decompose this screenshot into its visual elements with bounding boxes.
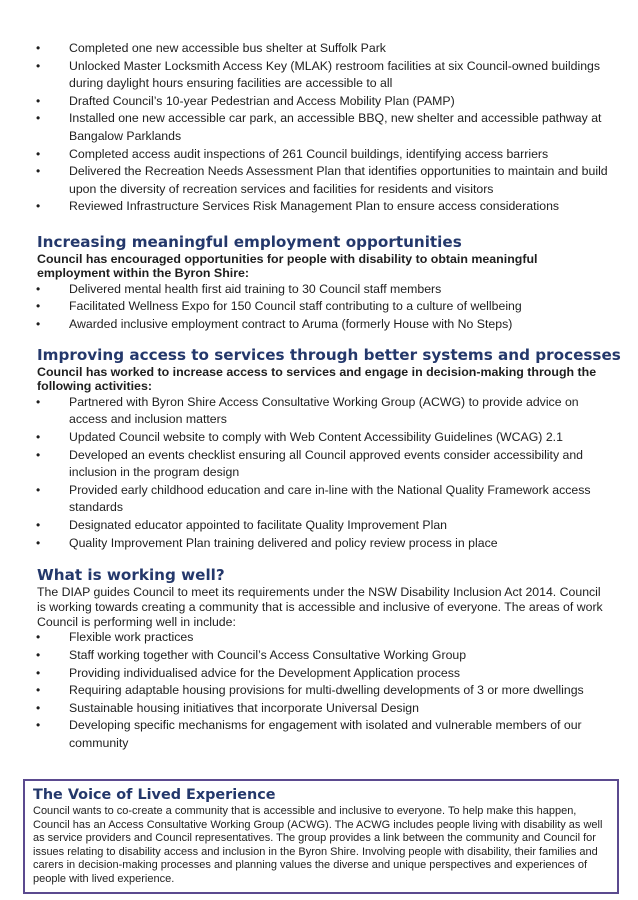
callout-title: The Voice of Lived Experience [33, 787, 276, 803]
accessibility-achievements-section [0, 40, 638, 216]
access-services-section [0, 346, 638, 552]
list-item: • Drafted Council’s 10-year Pedestrian and Access Mobility Plan (PAMP) [0, 93, 638, 111]
access-heading: Improving access to services through better systems and processes [37, 346, 621, 364]
list-item: • Delivered mental health first aid training to 30 Council staff members [0, 281, 638, 299]
working-well-list [0, 629, 638, 752]
list-item: • Staff working together with Council’s Access Consultative Working Group [0, 647, 638, 665]
list-item: • Sustainable housing initiatives that incorporate Universal Design [0, 700, 638, 718]
access-list [0, 394, 638, 552]
list-item: • Installed one new accessible car park, an accessible BBQ, new shelter and accessible pathway at Bangalow Parklands [0, 110, 638, 145]
list-item: • Delivered the Recreation Needs Assessment Plan that identifies opportunities to maintain and build upon the diversity of recreation services and facilities for residents and visitors [0, 163, 638, 198]
list-item: • Quality Improvement Plan training delivered and policy review process in place [0, 535, 638, 553]
list-item: • Awarded inclusive employment contract to Aruma (formerly House with No Steps) [0, 316, 638, 334]
list-item: • Flexible work practices [0, 629, 638, 647]
list-item: • Designated educator appointed to facilitate Quality Improvement Plan [0, 517, 638, 535]
employment-heading: Increasing meaningful employment opportunities [37, 233, 462, 251]
lived-experience-callout [23, 779, 619, 894]
employment-lead: Council has encouraged opportunities for people with disability to obtain meaningful employment within the Byron Shire: [37, 252, 538, 281]
list-item: • Developing specific mechanisms for engagement with isolated and vulnerable members of our community [0, 717, 638, 752]
working-well-intro: The DIAP guides Council to meet its requirements under the NSW Disability Inclusion Act 2014. Council is working towards creating a community that is accessible and inclusive of everyone. The areas of work Council is performing well in include: [37, 585, 603, 629]
list-item: • Updated Council website to comply with Web Content Accessibility Guidelines (WCAG) 2.1 [0, 429, 638, 447]
list-item: • Requiring adaptable housing provisions for multi-dwelling developments of 3 or more dwellings [0, 682, 638, 700]
list-item: • Provided early childhood education and care in-line with the National Quality Framework access standards [0, 482, 638, 517]
working-well-section [0, 566, 638, 753]
list-item: • Reviewed Infrastructure Services Risk Management Plan to ensure access considerations [0, 198, 638, 216]
list-item: • Completed access audit inspections of 261 Council buildings, identifying access barriers [0, 146, 638, 164]
list-item: • Facilitated Wellness Expo for 150 Council staff contributing to a culture of wellbeing [0, 298, 638, 316]
list-item: • Unlocked Master Locksmith Access Key (MLAK) restroom facilities at six Council-owned buildings during daylight hours ensuring facilities are accessible to all [0, 58, 638, 93]
achievements-list [0, 40, 638, 216]
working-well-heading: What is working well? [37, 566, 225, 584]
callout-text: Council wants to co-create a community that is accessible and inclusive to everyone. To help make this happen, Council has an Access Consultative Working Group (ACWG). The ACWG includes people living with disability as well as service providers and Council representatives. The group provides a link between the community and Council for issues relating to disability access and inclusion in the Byron Shire. Involving people with disability, their families and carers in decision-making processes and planning values the diverse and unique perspectives and experiences of people with lived experience. [33, 805, 603, 885]
list-item: • Partnered with Byron Shire Access Consultative Working Group (ACWG) to provide advice on access and inclusion matters [0, 394, 638, 429]
list-item: • Completed one new accessible bus shelter at Suffolk Park [0, 40, 638, 58]
list-item: • Developed an events checklist ensuring all Council approved events consider accessibility and inclusion in the program design [0, 447, 638, 482]
list-item: • Providing individualised advice for the Development Application process [0, 665, 638, 683]
employment-section [0, 233, 638, 334]
employment-list [0, 281, 638, 334]
access-lead: Council has worked to increase access to services and engage in decision-making through the following activities: [37, 365, 597, 394]
